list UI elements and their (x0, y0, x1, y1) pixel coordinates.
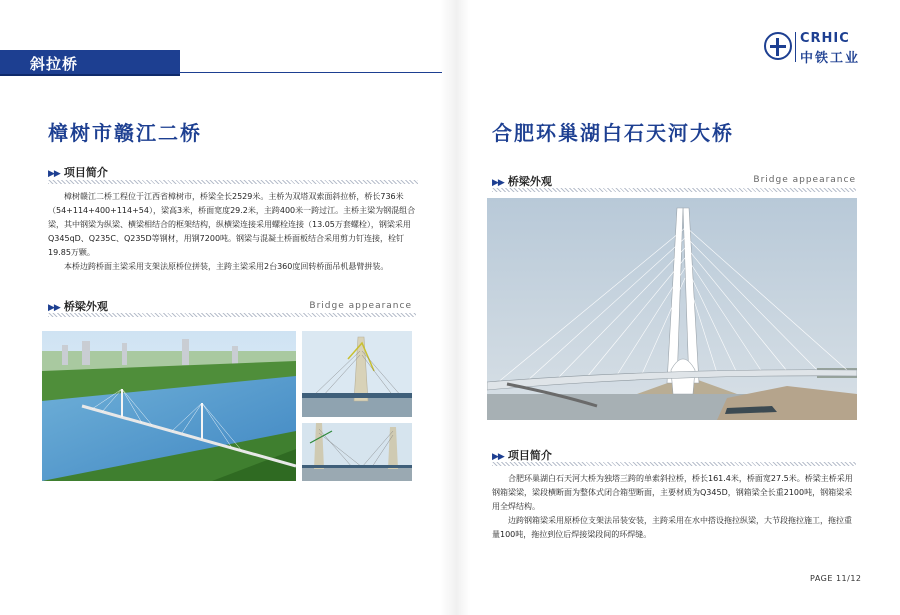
right-bridge-title: 合肥环巢湖白石天河大桥 (492, 121, 734, 145)
page-gutter (440, 0, 470, 615)
logo-divider (795, 32, 796, 62)
left-appearance-rule (48, 313, 416, 317)
photo-zhangshu-bridge-aerial (42, 331, 296, 481)
left-appearance-heading (48, 298, 108, 312)
company-logo (764, 30, 882, 70)
right-appearance-en: Bridge appearance (753, 175, 856, 185)
left-bridge-title: 樟树市赣江二桥 (48, 121, 202, 145)
page-number: PAGE 11/12 (810, 574, 862, 583)
left-intro-paragraph-2: 本桥边跨桥面主梁采用支架法原桥位拼装，主跨主梁采用2台360度回转桥面吊机悬臂拼装。 (64, 262, 389, 271)
right-intro-paragraph-1: 合肥环巢湖白石天河大桥为独塔三跨的单索斜拉桥，桥长161.4米，桥面宽27.5米。桥梁主桥采用钢箱梁梁，梁段横断面为整体式闭合箱型断面，主要材质为Q345D，钢箱梁全长重2100吨，钢箱梁采用全焊结构。 (492, 474, 853, 511)
logo-text-en: CRHIC (800, 31, 850, 46)
logo-text-cn: 中铁工业 (800, 51, 861, 66)
photo-zhangshu-tower-construction (302, 331, 412, 417)
double-arrow-icon: ▶▶ (48, 303, 60, 313)
double-arrow-icon: ▶▶ (492, 178, 504, 188)
left-intro-rule (48, 180, 418, 184)
right-appearance-heading (492, 173, 552, 187)
left-intro-heading-text: 项目简介 (63, 166, 108, 179)
left-intro-body (48, 190, 418, 274)
left-appearance-en: Bridge appearance (309, 301, 412, 311)
category-tab (0, 50, 180, 76)
right-intro-rule (492, 462, 856, 466)
photo-zhangshu-cable-stay (302, 423, 412, 481)
double-arrow-icon: ▶▶ (492, 452, 504, 462)
photo-baishitianhe-bridge (487, 198, 857, 420)
double-arrow-icon: ▶▶ (48, 169, 60, 179)
right-intro-paragraph-2: 边跨钢箱梁采用原桥位支架法吊装安装，主跨采用在水中搭设拖拉纵梁，大节段拖拉施工，拖拉重量100吨，拖拉到位后焊接梁段间的环焊缝。 (492, 516, 852, 539)
right-appearance-heading-text: 桥梁外观 (507, 175, 552, 188)
right-intro-body (492, 472, 856, 542)
right-intro-heading-text: 项目简介 (507, 449, 552, 462)
category-label: 斜拉桥 (30, 55, 79, 73)
category-divider (180, 72, 442, 73)
left-appearance-heading-text: 桥梁外观 (63, 300, 108, 313)
right-intro-heading (492, 447, 552, 461)
crhic-logo-icon (764, 32, 792, 60)
left-intro-paragraph-1: 樟树赣江二桥工程位于江西省樟树市，桥梁全长2529米。主桥为双塔双索面斜拉桥，桥长736米（54+114+400+114+54），梁高3米，桥面宽度29.2米，主跨400米一跨过江。主桥主梁为钢混组合梁，其中钢梁为纵梁、横梁相结合的框架结构，纵横梁连接采用螺栓连接（13.05万套螺栓），钢梁采用Q345qD、Q235C、Q235D等钢材，用钢7200吨。钢梁与混凝土桥面板结合采用剪力钉连接，栓钉19.85万颗。 (48, 192, 416, 257)
right-appearance-rule (492, 188, 856, 192)
left-intro-heading (48, 164, 108, 178)
